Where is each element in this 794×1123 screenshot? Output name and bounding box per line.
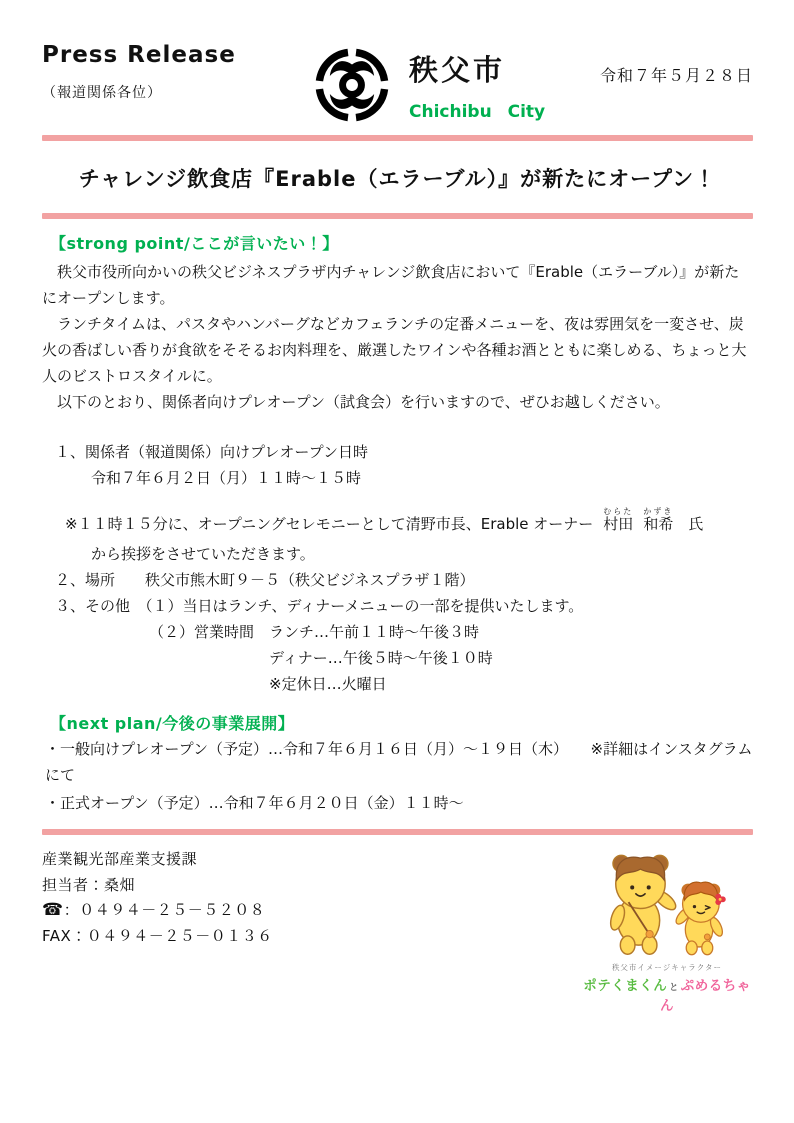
strong-point-section (42, 231, 753, 415)
footer (42, 847, 753, 1014)
owner-surname: 村田むらた (603, 507, 634, 533)
strong-point-paragraph: 以下のとおり、関係者向けプレオープン（試食会）を行いますので、ぜひお越しください。 (57, 393, 670, 411)
city-name-en: Chichibu City (409, 102, 546, 122)
contact-person: 担当者：桑畑 (42, 875, 136, 894)
fax-label: FAX (42, 926, 72, 945)
owner-given-name: 和希かずき (643, 507, 674, 533)
page-title: チャレンジ飲食店『Erable（エラーブル）』が新たにオープン！ (78, 167, 717, 191)
next-plan-item: ・一般向けプレオープン（予定）…令和７年６月１６日（月）～１９日（木） ※詳細はインスタグラムにて (45, 740, 753, 784)
strong-point-heading: 【strong point/ここが言いたい！】 (50, 234, 339, 253)
city-identity (310, 42, 545, 126)
chichibu-city-emblem-icon (310, 44, 394, 126)
next-plan-item: ・正式オープン（予定）…令和７年６月２０日（金）１１時～ (45, 794, 464, 812)
press-release-label: Press Release (42, 42, 236, 68)
city-name-jp: 秩父市 (409, 53, 506, 87)
city-name-block (409, 42, 545, 122)
detail-item-place: ２、場所 秩父市熊木町９－５（秩父ビジネスプラザ１階） (55, 571, 475, 589)
detail-dinner-hours: ディナー…午後５時～午後１０時 (269, 649, 493, 667)
addressee-label: （報道関係各位） (42, 85, 162, 101)
mascot-characters-image (587, 849, 747, 957)
honorific-suffix: 氏 (673, 515, 704, 533)
phone-icon: ☎ (42, 900, 64, 920)
ceremony-note-line (55, 507, 753, 537)
fax-number: ：０４９４－２５－０１３６ (71, 926, 273, 945)
ceremony-note-text: ※１１時１５分に、オープニングセレモニーとして清野市長、Erable オーナー (65, 515, 594, 533)
detail-business-hours: （２）営業時間 ランチ…午前１１時～午後３時 (149, 623, 480, 641)
next-plan-heading: 【next plan/今後の事業展開】 (50, 714, 295, 733)
mascot-block (583, 849, 751, 1014)
tel-number: ：０４９４－２５－５２０８ (63, 901, 266, 919)
ceremony-note-line2: から挨拶をさせていただきます。 (91, 545, 315, 563)
mascot-names (583, 974, 751, 1014)
event-details-list (42, 439, 753, 697)
header-left (42, 42, 310, 102)
contact-department: 産業観光部産業支援課 (42, 850, 198, 868)
mascot-name-pumeru: ぷめるちゃん (660, 978, 751, 1014)
strong-point-paragraph: 秩父市役所向かいの秩父ビジネスプラザ内チャレンジ飲食店において『Erable（エラーブル）』が新たにオープンします。 (42, 263, 740, 307)
divider-bar-footer (42, 829, 753, 835)
mascot-conjunction: と (669, 983, 679, 993)
detail-item-other: ３、その他 （１）当日はランチ、ディナーメニューの一部を提供いたします。 (55, 597, 584, 615)
divider-bar-title (42, 213, 753, 219)
strong-point-paragraph: ランチタイムは、パスタやハンバーグなどカフェランチの定番メニューを、夜は雰囲気を一変させ、炭火の香ばしい香りが食欲をそそるお肉料理を、厳選したワインや各種お酒とともに楽しめる、ちょっと大人のビストロスタイルに。 (42, 315, 747, 385)
mascot-name-potekuma: ポテくまくん (583, 978, 668, 994)
detail-item-datetime-value: 令和７年６月２日（月）１１時～１５時 (91, 469, 362, 487)
release-date: 令和７年５月２８日 (599, 66, 753, 85)
detail-item-datetime-label: １、関係者（報道関係）向けプレオープン日時 (55, 443, 369, 461)
next-plan-section (42, 711, 753, 816)
header (42, 42, 753, 126)
detail-holiday: ※定休日…火曜日 (269, 675, 387, 693)
mascot-caption: 秩父市イメージキャラクター (611, 963, 723, 972)
